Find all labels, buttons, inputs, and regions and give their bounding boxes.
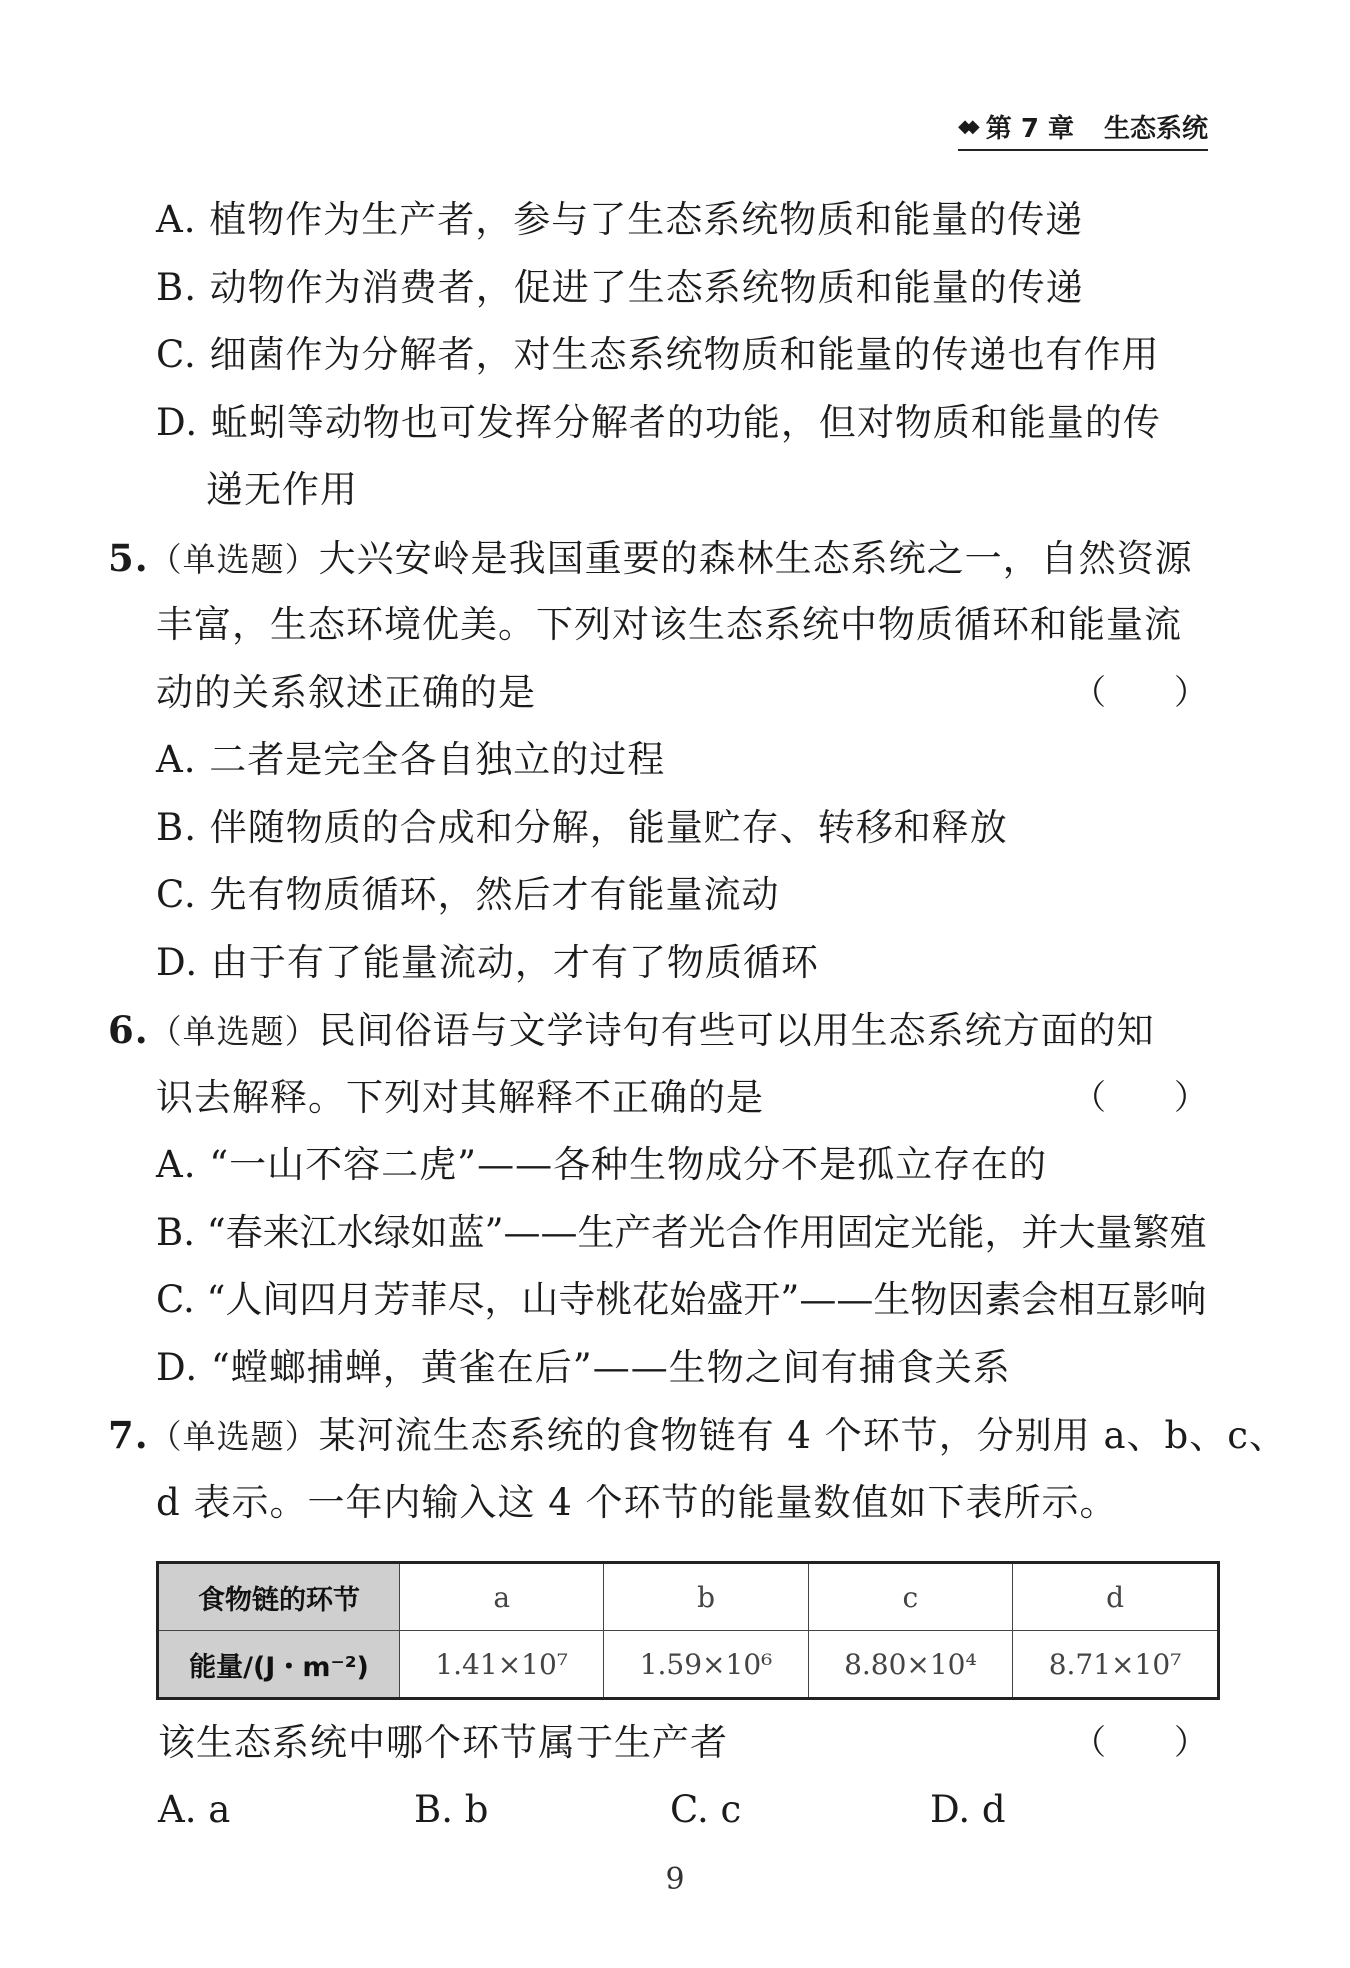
q7-tag: （单选题） (148, 1417, 319, 1456)
q5-number: 5. (108, 536, 149, 580)
table-header-energy: 能量/(J・m⁻²) (158, 1631, 400, 1699)
chapter-number: 第 7 章 (985, 114, 1074, 144)
q5-option-a: A. 二者是完全各自独立的过程 (156, 738, 666, 781)
q7-option-a: A. a (158, 1788, 231, 1831)
q6-stem-text1: 民间俗语与文学诗句有些可以用生态系统方面的知 (318, 1009, 1155, 1052)
table-col-c: c (808, 1563, 1012, 1631)
q4-option-b: B. 动物作为消费者，促进了生态系统物质和能量的传递 (156, 266, 1084, 309)
q7-question: 该生态系统中哪个环节属于生产者 (158, 1721, 728, 1764)
table-value-b: 1.59×10⁶ (604, 1631, 808, 1699)
q5-option-b: B. 伴随物质的合成和分解，能量贮存、转移和释放 (156, 806, 1008, 849)
q7-option-c: C. c (670, 1788, 742, 1831)
q5-option-c: C. 先有物质循环，然后才有能量流动 (156, 873, 780, 916)
table-header-link: 食物链的环节 (158, 1563, 400, 1631)
table-value-c: 8.80×10⁴ (808, 1631, 1012, 1699)
table-row (158, 1631, 1219, 1699)
q5-stem-text1: 大兴安岭是我国重要的森林生态系统之一，自然资源 (318, 537, 1193, 580)
q7-stem-text1: 某河流生态系统的食物链有 4 个环节，分别用 a、b、c、 (318, 1414, 1287, 1457)
q4-option-c: C. 细菌作为分解者，对生态系统物质和能量的传递也有作用 (156, 333, 1160, 376)
table-col-b: b (604, 1563, 808, 1631)
q6-stem-line1 (108, 1006, 1155, 1056)
chapter-title: 生态系统 (1103, 114, 1208, 144)
q7-stem-line1 (108, 1411, 1287, 1461)
q6-option-c: C. “人间四月芳菲尽，山寺桃花始盛开”——生物因素会相互影响 (156, 1278, 1207, 1321)
q5-option-d: D. 由于有了能量流动，才有了物质循环 (156, 941, 819, 984)
page-number: 9 (665, 1862, 685, 1897)
q6-option-b: B. “春来江水绿如蓝”——生产者光合作用固定光能，并大量繁殖 (156, 1211, 1207, 1254)
q4-option-a: A. 植物作为生产者，参与了生态系统物质和能量的传递 (156, 198, 1084, 241)
q4-option-d: D. 蚯蚓等动物也可发挥分解者的功能，但对物质和能量的传 (156, 401, 1161, 444)
q6-tag: （单选题） (148, 1012, 319, 1051)
q5-answer-blank: （ ） (1072, 673, 1208, 713)
diamond-icon: ◆◆ (958, 116, 974, 137)
energy-table (156, 1561, 1220, 1700)
table-col-d: d (1013, 1563, 1219, 1631)
q4-option-d-cont: 递无作用 (206, 468, 358, 511)
q7-option-b: B. b (414, 1788, 489, 1831)
q7-answer-blank: （ ） (1072, 1723, 1208, 1763)
q5-stem-line2: 丰富，生态环境优美。下列对该生态系统中物质循环和能量流 (156, 603, 1182, 646)
q6-stem-line2: 识去解释。下列对其解释不正确的是 (156, 1076, 764, 1119)
chapter-header (958, 108, 1208, 151)
q5-stem-line1 (108, 534, 1193, 584)
table-value-a: 1.41×10⁷ (400, 1631, 604, 1699)
q6-option-a: A. “一山不容二虎”——各种生物成分不是孤立存在的 (156, 1143, 1048, 1186)
q5-tag: （单选题） (148, 540, 319, 579)
table-col-a: a (400, 1563, 604, 1631)
q7-option-d: D. d (930, 1788, 1006, 1831)
q5-stem-line3: 动的关系叙述正确的是 (156, 671, 536, 714)
q6-number: 6. (108, 1008, 149, 1052)
q6-option-d: D. “螳螂捕蝉，黄雀在后”——生物之间有捕食关系 (156, 1346, 1011, 1389)
q6-answer-blank: （ ） (1072, 1078, 1208, 1118)
q7-stem-line2: d 表示。一年内输入这 4 个环节的能量数值如下表所示。 (156, 1481, 1118, 1524)
table-value-d: 8.71×10⁷ (1013, 1631, 1219, 1699)
q7-options (158, 1786, 1208, 1834)
table-row (158, 1563, 1219, 1631)
q7-number: 7. (108, 1413, 149, 1457)
